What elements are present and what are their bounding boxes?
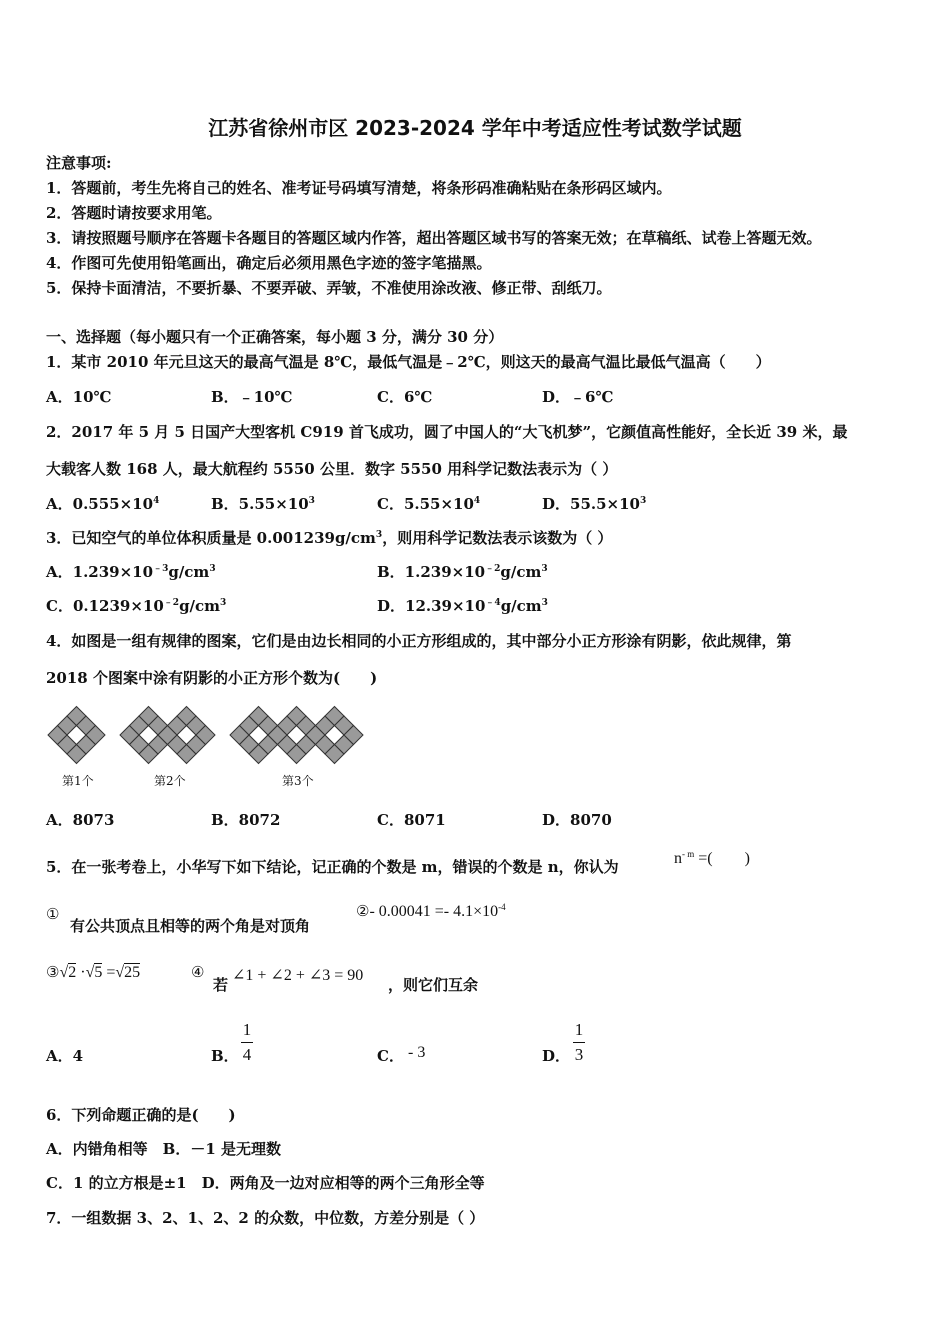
q3-option-c: C．$0.1239\times 10^{﹣2}g/cm^3$ [46,597,227,615]
q5-statement-1-text: 有公共顶点且相等的两个角是对顶角 [70,917,311,935]
q2-option-c: C．$5.55\times 10^4$ [377,495,481,513]
question-4-stem-line2: 2018 个图案中涂有阴影的小正方形个数为( ) [46,669,378,687]
question-5-stem: 5．在一张考卷上，小华写下如下结论，记正确的个数是 m，错误的个数是 n，你认为 [46,858,619,876]
q5-option-c-value: - 3 [408,1044,426,1061]
note-item: 4．作图可先使用铅笔画出，确定后必须用黑色字迹的签字笔描黑。 [46,254,492,272]
question-3-stem: 3．已知空气的单位体积质量是 $0.001239g/cm^3$，则用科学记数法表示该数为（ ） [46,529,613,547]
q6-options-cd: C．1 的立方根是±1 D．两角及一边对应相等的两个三角形全等 [46,1174,485,1192]
question-1-stem: 1．某市 2010 年元旦这天的最高气温是 8℃，最低气温是﹣2℃，则这天的最高气温比最低气温高（ ） [46,353,771,371]
q5-option-b-fraction: 1 4 [242,1020,252,1064]
q2-option-d: D．$55.5\times 10^3$ [542,495,647,513]
tile-pattern-figure [40,700,380,770]
pattern-caption-2: 第2个 [154,774,186,788]
q1-option-a: A．10℃ [46,388,112,406]
pattern-caption-3: 第3个 [282,774,314,788]
q1-option-b: B．﹣10℃ [211,388,293,406]
q2-option-a: A．$0.555\times 10^4$ [46,495,160,513]
note-item: 1．答题前，考生先将自己的姓名、准考证号码填写清楚，将条形码准确粘贴在条形码区域内。 [46,179,672,197]
q4-option-a: A．8073 [46,811,115,829]
q5-statement-2: ②- $0.00041 =- 4.1\times 10^{-4}$ [356,902,506,920]
question-2-stem-line1: 2．2017 年 5 月 5 日国产大型客机 C919 首飞成功，圆了中国人的“大飞机梦”，它颜值高性能好，全长近 39 米，最 [46,423,848,441]
question-6-stem: 6．下列命题正确的是( ) [46,1106,236,1124]
q5-statement-4-prefix: 若 [213,976,229,994]
q1-option-d: D．﹣6℃ [542,388,614,406]
q3-option-d: D．$12.39\times 10^{﹣4}g/cm^3$ [377,597,548,615]
q5-option-a: A．4 [46,1047,84,1065]
q4-option-c: C．8071 [377,811,446,829]
q1-option-c: C．6℃ [377,388,433,406]
note-item: 3．请按照题号顺序在答题卡各题目的答题区域内作答，超出答题区域书写的答案无效；在草稿纸、试卷上答题无效。 [46,229,822,247]
q3-option-a: A．$1.239\times 10^{﹣3}g/cm^3$ [46,563,216,581]
notes-heading: 注意事项: [46,154,112,172]
q5-option-d-label: D． [542,1047,571,1065]
q4-option-b: B．8072 [211,811,281,829]
question-4-stem-line1: 4．如图是一组有规律的图案，它们是由边长相同的小正方形组成的，其中部分小正方形涂有阴影，依此规律，第 [46,632,792,650]
q5-statement-4-suffix: ，则它们互余 [388,976,479,994]
q5-statement-4-math: ∠1 + ∠2 + ∠3 = 90 [232,967,364,984]
q5-statement-4-mark: ④ [191,965,205,981]
question-2-stem-line2: 大载客人数 168 人，最大航程约 5550 公里．数字 5550 用科学记数法表示为（ ） [46,460,618,478]
note-item: 5．保持卡面清洁，不要折暴、不要弄破、弄皱，不准使用涂改液、修正带、刮纸刀。 [46,279,612,297]
q5-option-c-label: C． [377,1047,404,1065]
section-heading: 一、选择题（每小题只有一个正确答案，每小题 3 分，满分 30 分） [46,328,504,346]
question-7-stem: 7．一组数据 3、2、1、2、2 的众数，中位数，方差分别是（ ） [46,1209,485,1227]
page-title: 江苏省徐州市区 2023-2024 学年中考适应性考试数学试题 [208,116,742,140]
q2-option-b: B．$5.55\times 10^3$ [211,495,315,513]
note-item: 2．答题时请按要求用笔。 [46,204,222,222]
q5-option-b-label: B． [211,1047,239,1065]
q5-statement-1: ① [46,905,60,923]
q5-expression: $n^{- m}$ =( ) [674,849,750,867]
pattern-caption-1: 第1个 [62,774,94,788]
q4-option-d: D．8070 [542,811,612,829]
q3-option-b: B．$1.239\times 10^{﹣2}g/cm^3$ [377,563,548,581]
q5-statement-3: ③√2 ·√5 =√25 [46,964,141,981]
q5-option-d-fraction: 1 3 [574,1020,584,1064]
q6-options-ab: A．内错角相等 B．－1 是无理数 [46,1140,281,1158]
